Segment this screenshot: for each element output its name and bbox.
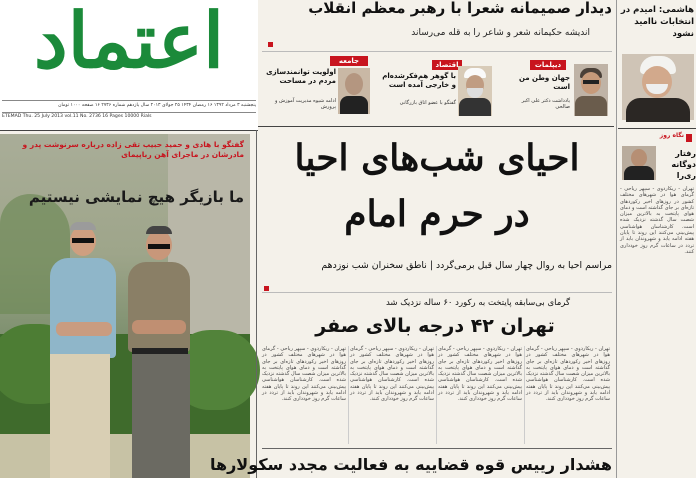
article-column: تهران - ریکاردوی - سپهر ریاحی - گرمای هوا در شهرهای مختلف کشور در روزهای اخیر رکوردهای تازه‌ای بر جای گذاشته است و دمای هوای پایتخت به بالاترین میزان شصت سال گذشته نزدیک شده است. کارشناسان هواشناسی پیش‌بینی می‌کنند این روند تا پایان هفته ادامه یابد و شهروندان باید از تردد در ساعات گرم روز خودداری کنند. (526, 346, 610, 403)
lead-headline-line1: احیای شب‌های احیا (294, 137, 580, 179)
masthead (0, 0, 258, 130)
second-kicker: گرمای بی‌سابقه پایتخت به رکورد ۶۰ ساله نزدیک شد (385, 298, 570, 308)
teaser-tab: اقتصاد (432, 60, 462, 70)
second-headline: تهران ۴۲ درجه بالای صفر (315, 315, 555, 337)
article-column: تهران - ریکاردوی - سپهر ریاحی - گرمای هوا در شهرهای مختلف کشور در روزهای اخیر رکوردهای تازه‌ای بر جای گذاشته است و دمای هوای پایتخت به بالاترین میزان شصت سال گذشته نزدیک شده است. کارشناسان هواشناسی پیش‌بینی می‌کنند این روند تا پایان هفته ادامه یابد و شهروندان باید از تردد در ساعات گرم روز خودداری کنند. (438, 346, 522, 403)
teaser-photo (338, 68, 370, 114)
right-top-title: هاشمی: امیدم در انتخابات ناامید نشود (620, 5, 694, 39)
dateline: پنجشنبه ۳ مرداد ۱۳۹۲ ۱۶ رمضان ۱۴۳۴ ۲۵ جولای ۲۰۱۳ سال یازدهم شماره ۲۷۳۶ ۱۶ صفحه ۱۰۰۰ تومان (58, 103, 256, 108)
article-column: تهران - ریکاردوی - سپهر ریاحی - گرمای هوا در شهرهای مختلف کشور در روزهای اخیر رکوردهای تازه‌ای بر جای گذاشته است و دمای هوای پایتخت به بالاترین میزان شصت سال گذشته نزدیک شده است. کارشناسان هواشناسی پیش‌بینی می‌کنند این روند تا پایان هفته ادامه یابد و شهروندان باید از تردد در ساعات گرم روز خودداری کنند. (350, 346, 434, 403)
top-story-marker (268, 42, 273, 47)
lead-marker (264, 286, 269, 291)
right-col-photo (622, 146, 656, 180)
teaser-tab: دیپلمات (530, 60, 566, 70)
top-story-subhead: اندیشه حکیمانه شعر و شاعر را به قله می‌رساند (411, 28, 590, 38)
feature-caption-red: گفتگو با هادی و حمید‌ حبیب تقی زاده درباره سرنوشت پدر و مادرشان در ماجرای آهن رباپیمای (22, 140, 244, 159)
right-col-text: تهران - ریکاردوی - سپهر ریاحی - گرمای هوا در شهرهای مختلف کشور در روزهای اخیر رکوردهای تازه‌ای بر جای گذاشته است و دمای هوای پایتخت به بالاترین میزان شصت سال گذشته نزدیک شده است. کارشناسان هواشناسی پیش‌بینی می‌کنند این روند تا پایان هفته ادامه یابد و شهروندان باید از تردد در ساعات گرم روز خودداری کنند. (620, 186, 694, 255)
teaser-title: با گوهر هم‌فکرشده‌ام و خارجی آمده است (382, 72, 456, 89)
bottom-headline: هشدار رییس قوه قضاییه به فعالیت مجدد سکولارها (209, 455, 612, 474)
right-col-tag-marker (686, 134, 692, 142)
dateline-english: ETEMAD Thu. 25 July 2013 vol.11 No. 2736 16 Pages 10000 Rials (2, 114, 152, 119)
feature-caption-main: ما بازیگر هیچ نمایشی نیستیم (28, 188, 244, 206)
teaser-photo (574, 64, 608, 116)
lead-headline-line2: در حرم امام (344, 193, 530, 235)
top-story-headline: دیدار صمیمانه شعرا با رهبر معظم انقلاب (308, 0, 612, 17)
masthead-logo: اعتماد (33, 0, 225, 85)
lead-deck: مراسم احیا به روال چهار سال قبل برمی‌گردد | ناطق سخنران شب نوزدهم (321, 260, 612, 271)
teaser-title: اولویت توانمندسازی مردم در مساحت (266, 68, 336, 85)
teaser-text: ادامه شیوه مدیریت آموزش و پرورش (275, 98, 336, 110)
teaser-tab: جامعه (330, 56, 368, 66)
teaser-title: جهان وطن من است (518, 74, 570, 91)
right-col-tag: نگاه روز (659, 132, 684, 139)
teaser-photo (458, 66, 492, 116)
teaser-text: یادداشت دکتر علی اکبر صالحی (521, 98, 570, 110)
right-col-title: رفتار دوگانه ری‌را (671, 149, 696, 180)
article-column: تهران - ریکاردوی - سپهر ریاحی - گرمای هوا در شهرهای مختلف کشور در روزهای اخیر رکوردهای تازه‌ای بر جای گذاشته است و دمای هوای پایتخت به بالاترین میزان شصت سال گذشته نزدیک شده است. کارشناسان هواشناسی پیش‌بینی می‌کنند این روند تا پایان هفته ادامه یابد و شهروندان باید از تردد در ساعات گرم روز خودداری کنند. (262, 346, 346, 403)
teaser-text: گفتگو با عضو اتاق بازرگانی (399, 100, 456, 106)
right-top-photo (622, 54, 694, 120)
